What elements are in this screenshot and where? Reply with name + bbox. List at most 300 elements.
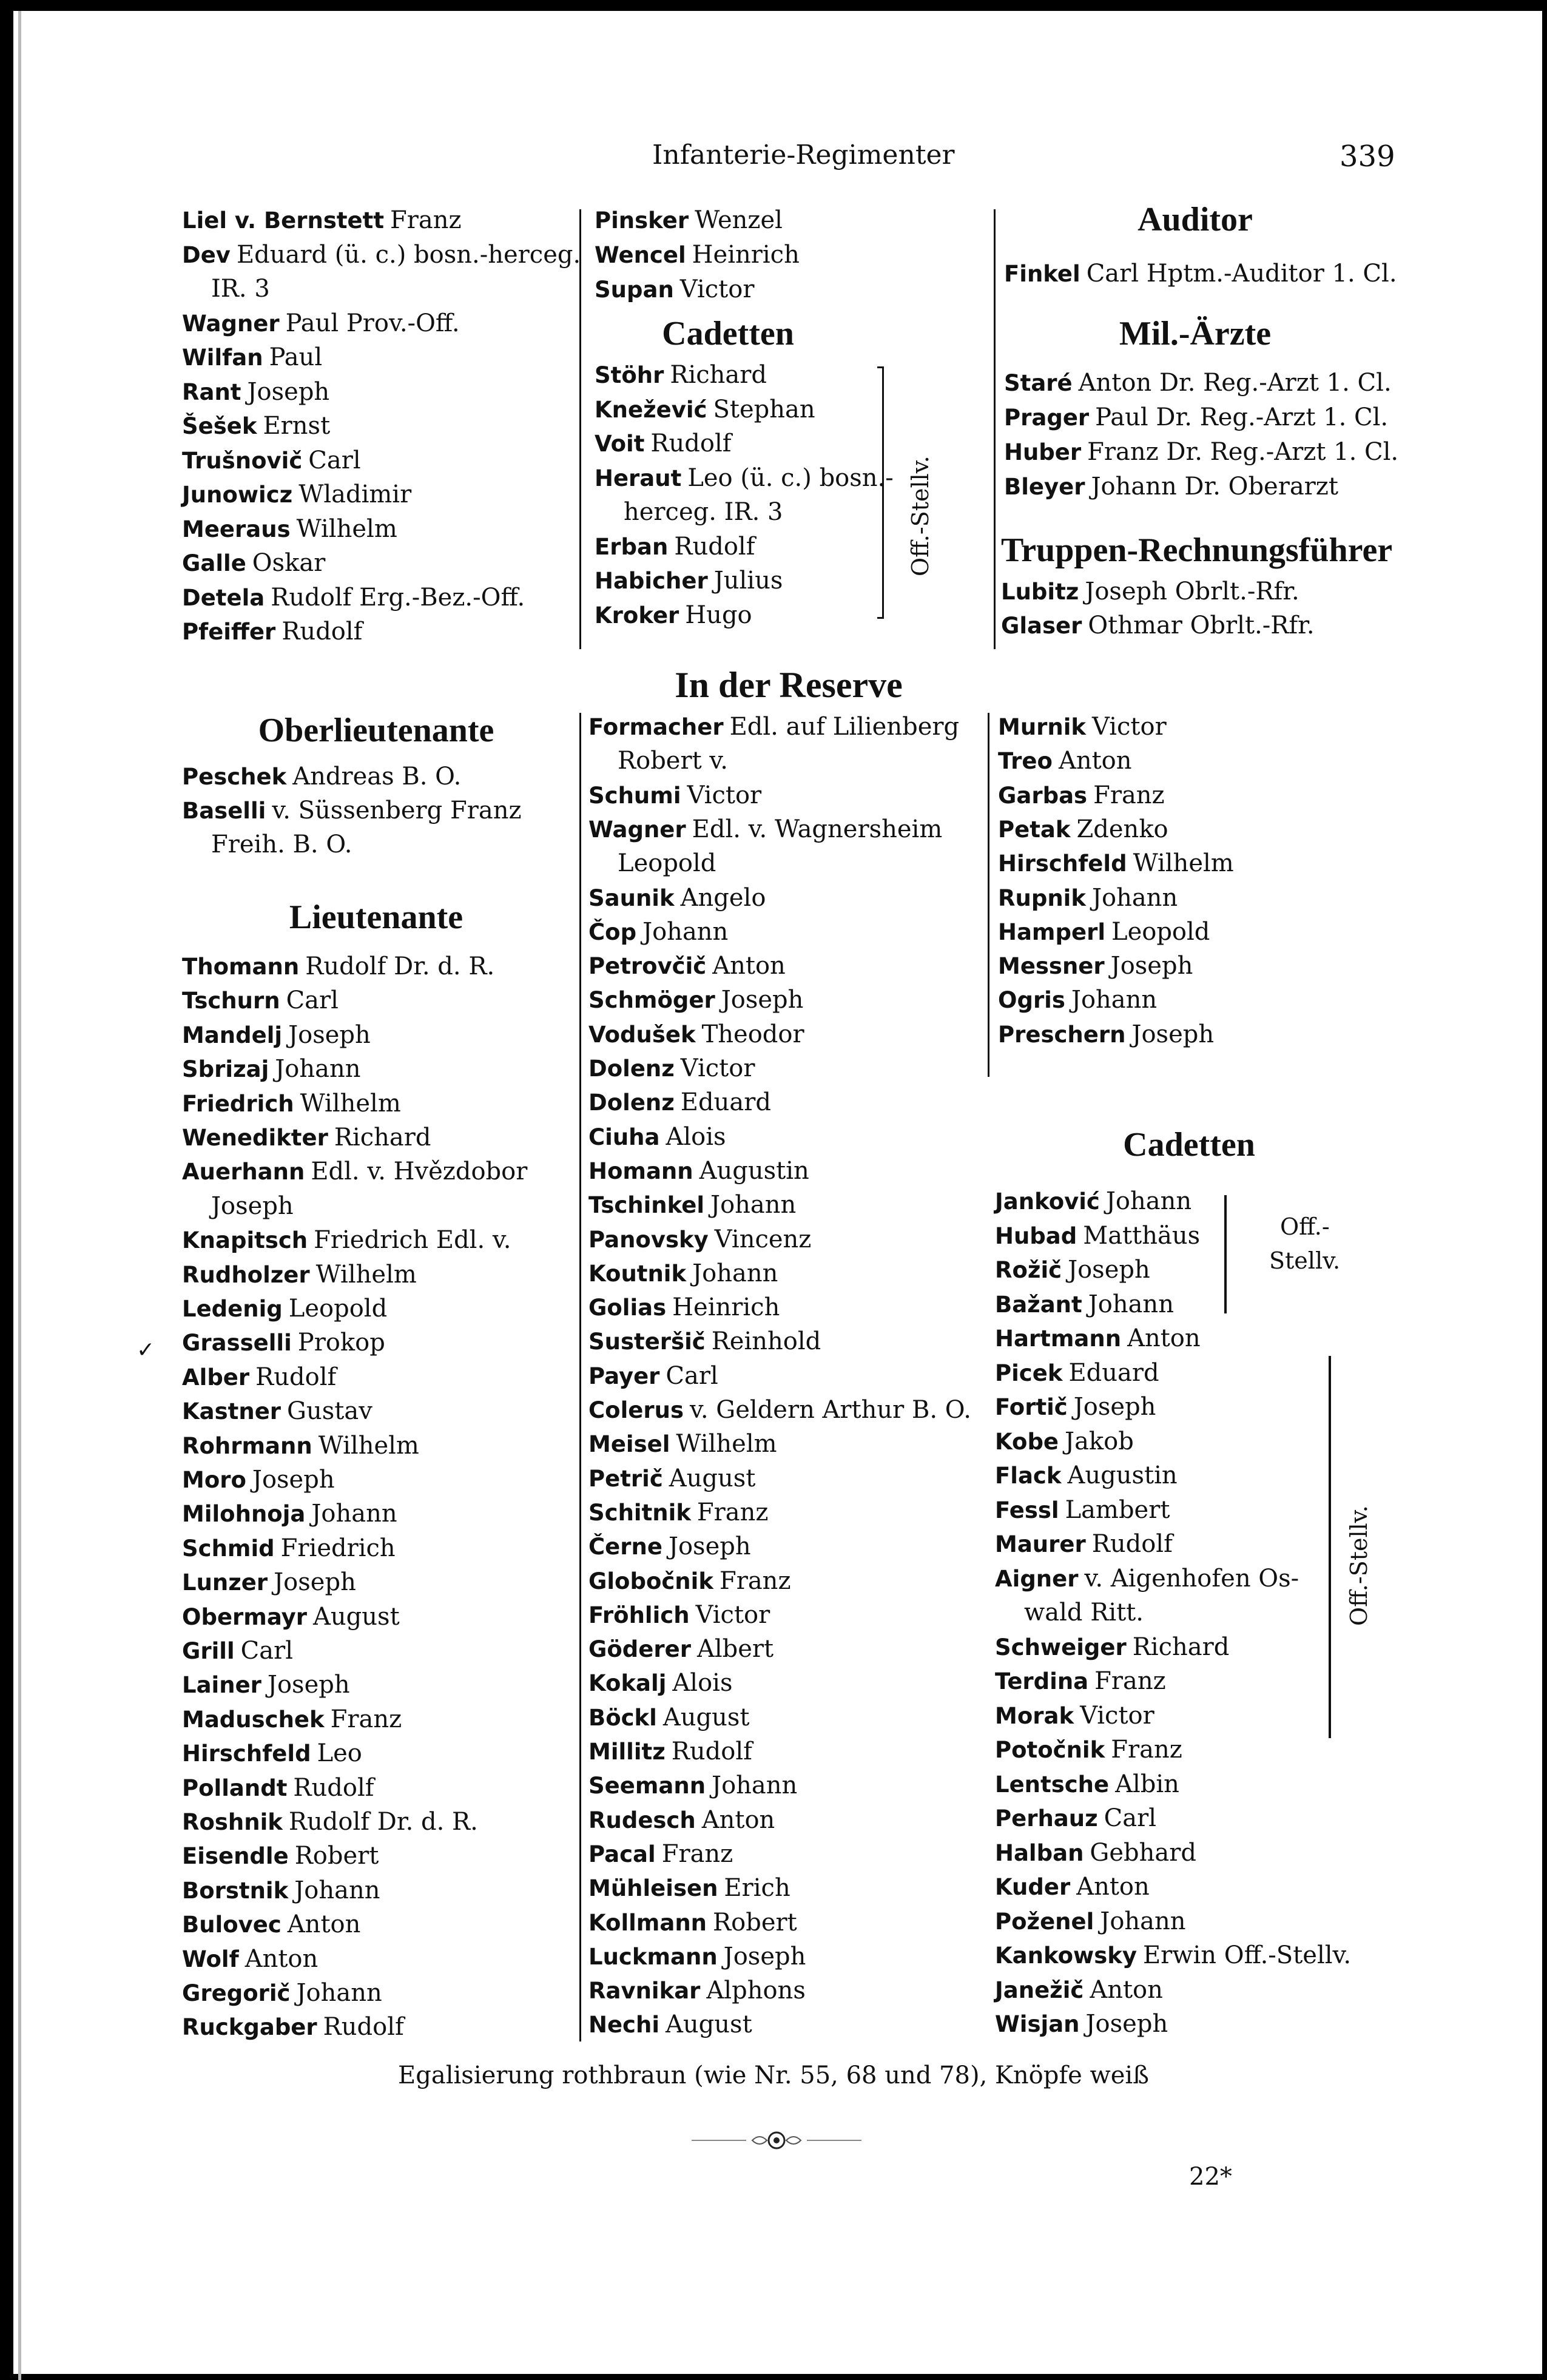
entry-given-name: Wilhelm — [296, 514, 397, 543]
entry-line — [588, 1632, 774, 1667]
entry-surname: Staré — [1004, 370, 1073, 396]
entry-line — [182, 203, 462, 238]
cadetten-bracket-3 — [1329, 1356, 1331, 1738]
entry-line — [182, 306, 460, 341]
entry-surname: Erban — [595, 533, 669, 560]
entry-line — [595, 238, 800, 272]
entry-surname: Böckl — [588, 1704, 657, 1731]
entry-line — [182, 1873, 380, 1908]
entry-surname: Luckmann — [588, 1943, 718, 1970]
entry-given-name: Matthäus — [1083, 1221, 1201, 1250]
entry-line — [995, 1836, 1196, 1870]
entry-surname: Dolenz — [588, 1090, 675, 1116]
entry-line — [182, 443, 361, 478]
entry-line — [588, 915, 728, 949]
entry-line — [182, 1429, 419, 1463]
entry-line — [588, 1085, 771, 1120]
cadetten-bracket-1 — [877, 366, 884, 619]
entry-surname: Hirschfeld — [998, 851, 1127, 877]
entry-surname: Moro — [182, 1467, 246, 1493]
entry-line — [588, 1598, 770, 1633]
entry-line — [588, 1051, 755, 1086]
entry-given-name: Carl Hptm.-Auditor 1. Cl. — [1086, 260, 1397, 288]
entry-line — [1001, 575, 1299, 609]
entry-surname: Trušnovič — [182, 447, 303, 474]
entry-given-name: Franz — [696, 1498, 769, 1526]
entry-surname: Koutnik — [588, 1260, 687, 1287]
entry-given-name: Victor — [1092, 713, 1167, 741]
entry-given-name: Carl — [286, 986, 339, 1015]
entry-surname: Baselli — [182, 798, 266, 824]
entry-given-name: Rudolf — [323, 2013, 404, 2041]
entry-given-name: Johann — [1105, 1187, 1192, 1215]
entry-given-name: Heinrich — [692, 241, 800, 269]
entry-given-name: Wilhelm — [318, 1431, 419, 1460]
entry-given-name: v. Aigenhofen Os- — [1084, 1564, 1299, 1593]
entry-surname: Rudesch — [588, 1807, 696, 1833]
entry-given-name: Freih. B. O. — [211, 831, 352, 858]
entry-surname: Messner — [998, 953, 1105, 980]
entry-surname: Stöhr — [595, 362, 664, 388]
entry-line — [995, 1253, 1150, 1287]
entry-surname: Rupnik — [998, 885, 1086, 911]
entry-line — [1004, 435, 1398, 470]
cadetten-rank-note-1: Off.-Stellv. — [907, 456, 934, 576]
entry-surname: Homann — [588, 1158, 693, 1184]
entry-line — [995, 1870, 1150, 1904]
entry-surname: Wencel — [595, 242, 686, 268]
entry-given-name: Leopold — [618, 849, 716, 878]
entry-given-name: Franz — [1111, 1736, 1182, 1764]
entry-given-name: Prokop — [297, 1329, 385, 1357]
entry-line — [182, 375, 329, 410]
entry-line — [588, 2007, 752, 2042]
entry-line — [182, 2010, 404, 2045]
entry-line — [995, 1973, 1163, 2007]
entry-surname: Voit — [595, 431, 645, 457]
entry-line — [995, 1596, 1144, 1630]
entry-given-name: Edl. v. Hvězdobor — [311, 1158, 528, 1186]
entry-surname: Hirschfeld — [182, 1741, 311, 1767]
entry-given-name: Rudolf Dr. d. R. — [288, 1808, 478, 1836]
entry-surname: Vodušek — [588, 1021, 696, 1048]
entry-given-name: Rudolf — [255, 1363, 337, 1391]
entry-given-name: Stephan — [713, 395, 815, 423]
entry-surname: Tschinkel — [588, 1192, 705, 1219]
entry-surname: Garbas — [998, 782, 1088, 809]
entry-given-name: Franz — [719, 1566, 791, 1595]
entry-given-name: Rudolf — [1091, 1530, 1173, 1558]
entry-surname: Globočnik — [588, 1568, 713, 1594]
entry-surname: Mandelj — [182, 1022, 283, 1048]
entry-surname: Nechi — [588, 2012, 660, 2038]
entry-given-name: Wilhelm — [300, 1089, 401, 1118]
entry-surname: Formacher — [588, 714, 724, 740]
entry-surname: Kokalj — [588, 1670, 667, 1697]
entry-given-name: Johann — [1100, 1907, 1186, 1935]
entry-line — [995, 1664, 1166, 1699]
entry-surname: Pfeiffer — [182, 619, 276, 645]
entry-line — [182, 1634, 293, 1668]
entry-line — [588, 1529, 751, 1564]
entry-given-name: Joseph — [1068, 1256, 1150, 1284]
entry-given-name: Joseph — [723, 1942, 806, 1970]
entry-surname: Janković — [995, 1188, 1100, 1215]
entry-given-name: Leo — [317, 1739, 362, 1768]
entry-given-name: Zdenko — [1076, 815, 1168, 843]
entry-given-name: Julius — [713, 567, 783, 595]
entry-surname: Glaser — [1001, 613, 1082, 639]
entry-surname: Rant — [182, 379, 241, 405]
entry-surname: Seemann — [588, 1773, 706, 1799]
entry-surname: Rožič — [995, 1257, 1062, 1283]
entry-line — [588, 1188, 796, 1222]
entry-given-name: Leopold — [288, 1295, 388, 1323]
entry-given-name: Rudolf — [650, 430, 732, 457]
entry-given-name: Gustav — [287, 1397, 372, 1426]
entry-given-name: Anton — [1058, 747, 1132, 775]
entry-surname: Flack — [995, 1463, 1062, 1489]
entry-surname: Roshnik — [182, 1809, 283, 1835]
entry-surname: Wenedikter — [182, 1125, 328, 1151]
entry-given-name: Carl — [240, 1637, 294, 1665]
entry-given-name: August — [666, 2011, 752, 2039]
entry-surname: Milohnoja — [182, 1501, 306, 1528]
entry-line — [595, 564, 783, 598]
entry-line — [182, 1976, 382, 2011]
entry-surname: Grill — [182, 1638, 235, 1664]
entry-line — [182, 1771, 374, 1805]
entry-line — [588, 1768, 797, 1803]
entry-given-name: Jakob — [1065, 1427, 1134, 1455]
entry-given-name: Eduard — [680, 1088, 771, 1117]
entry-surname: Bažant — [995, 1291, 1082, 1318]
entry-given-name: August — [669, 1464, 756, 1492]
entry-line — [595, 495, 783, 529]
entry-surname: Fortič — [995, 1394, 1068, 1420]
entry-given-name: Albert — [696, 1635, 774, 1664]
entry-surname: Liel v. Bernstett — [182, 207, 385, 234]
entry-given-name: Franz — [661, 1839, 733, 1868]
entry-surname: Schweiger — [995, 1634, 1127, 1660]
entry-given-name: Augustin — [699, 1156, 809, 1185]
entry-given-name: Richard — [334, 1124, 431, 1151]
entry-surname: Treo — [998, 748, 1053, 775]
entry-line — [182, 1600, 400, 1634]
entry-line — [998, 915, 1210, 949]
entry-line — [995, 1356, 1159, 1391]
entry-line — [588, 1017, 804, 1052]
entry-line — [588, 1666, 732, 1701]
printer-signature: 22* — [1189, 2163, 1232, 2191]
entry-given-name: Leopold — [1111, 917, 1210, 946]
entry-surname: Potočnik — [995, 1737, 1105, 1763]
running-title: Infanterie-Regimenter — [652, 140, 955, 170]
entry-line — [182, 760, 461, 794]
entry-line — [588, 1324, 821, 1359]
entry-line — [588, 1906, 797, 1940]
entry-surname: Perhauz — [995, 1805, 1098, 1832]
entry-surname: Borstnik — [182, 1877, 289, 1904]
entry-given-name: Rudolf — [671, 1738, 752, 1765]
entry-line — [595, 530, 755, 564]
entry-surname: Bulovec — [182, 1912, 281, 1938]
entry-line — [998, 881, 1178, 915]
entry-surname: Bleyer — [1004, 474, 1085, 500]
entry-line — [182, 1702, 402, 1737]
entry-given-name: Rudolf — [293, 1773, 374, 1802]
entry-given-name: Angelo — [680, 883, 766, 912]
entry-given-name: Franz — [390, 206, 462, 234]
entry-given-name: Johann — [1091, 883, 1178, 912]
entry-surname: Schmöger — [588, 987, 715, 1014]
entry-line — [182, 1189, 294, 1223]
entry-given-name: Rudolf Dr. d. R. — [305, 952, 495, 980]
entry-given-name: Edl. auf Lilienberg — [729, 713, 960, 741]
entry-surname: Mühleisen — [588, 1875, 718, 1902]
entry-given-name: v. Süssenberg Franz — [272, 797, 522, 824]
entry-surname: Dev — [182, 241, 231, 268]
entry-line — [588, 1940, 806, 1974]
entry-line — [182, 1121, 431, 1155]
entry-given-name: Anton — [1076, 1873, 1150, 1901]
entry-surname: Lainer — [182, 1672, 261, 1699]
entry-surname: Habicher — [595, 568, 708, 594]
entry-line — [1004, 400, 1388, 435]
entry-line — [182, 1565, 356, 1600]
entry-line — [182, 238, 581, 272]
column-divider-2-top — [994, 209, 996, 649]
margin-pencil-mark: ✓ — [136, 1338, 155, 1363]
entry-surname: Poženel — [995, 1908, 1094, 1935]
entry-given-name: Vincenz — [714, 1225, 812, 1253]
entry-given-name: Franz Dr. Reg.-Arzt 1. Cl. — [1087, 438, 1399, 466]
entry-surname: Pinsker — [595, 207, 689, 234]
mil-aerzte-heading: Mil.-Ärzte — [1119, 315, 1272, 352]
entry-line — [182, 1155, 527, 1189]
entry-surname: Čop — [588, 919, 637, 945]
entry-line — [182, 272, 270, 306]
entry-line — [588, 1120, 726, 1155]
entry-line — [588, 1837, 733, 1872]
entry-given-name: Richard — [1132, 1633, 1230, 1661]
entry-given-name: Rudolf Erg.-Bez.-Off. — [271, 583, 525, 612]
entry-given-name: Johann — [311, 1500, 397, 1528]
entry-line — [588, 1222, 811, 1257]
entry-given-name: Johann — [710, 1191, 797, 1219]
entry-given-name: Joseph — [668, 1532, 751, 1561]
cadetten-heading-1: Cadetten — [662, 315, 794, 352]
entry-line — [995, 1801, 1156, 1836]
entry-line — [182, 1907, 360, 1942]
entry-given-name: Victor — [679, 275, 755, 303]
entry-given-name: Johann — [296, 1979, 382, 2007]
entry-line — [588, 1393, 971, 1428]
entry-line — [182, 1463, 335, 1497]
entry-surname: Saunik — [588, 885, 675, 911]
entry-surname: Millitz — [588, 1739, 666, 1765]
entry-given-name: Erich — [724, 1874, 790, 1903]
entry-given-name: Rudolf — [281, 618, 363, 646]
entry-line — [182, 512, 397, 547]
entry-line — [182, 581, 525, 615]
entry-surname: Černe — [588, 1534, 662, 1560]
entry-line — [182, 340, 322, 375]
entry-given-name: Edl. v. Wagnersheim — [692, 815, 943, 843]
entry-surname: Junowicz — [182, 482, 293, 508]
entry-surname: Supan — [595, 277, 674, 303]
entry-line — [995, 1424, 1134, 1459]
entry-given-name: Victor — [1080, 1701, 1154, 1730]
entry-surname: Preschern — [998, 1021, 1126, 1048]
entry-line — [588, 983, 803, 1017]
entry-surname: Grasselli — [182, 1330, 292, 1357]
entry-surname: Susteršič — [588, 1329, 706, 1355]
entry-surname: Picek — [995, 1360, 1063, 1386]
entry-line — [998, 846, 1234, 881]
entry-surname: Ravnikar — [588, 1978, 701, 2004]
cadetten-heading-2: Cadetten — [1123, 1126, 1255, 1164]
entry-surname: Panovsky — [588, 1226, 709, 1253]
entry-given-name: Robert — [713, 1908, 797, 1937]
entry-surname: Prager — [1004, 405, 1090, 431]
entry-surname: Hubad — [995, 1222, 1077, 1249]
entry-surname: Petak — [998, 816, 1071, 843]
entry-line — [182, 1805, 478, 1839]
entry-surname: Auerhann — [182, 1159, 305, 1185]
entry-line — [588, 1701, 749, 1735]
cadetten-rank-note-2b: Stellv. — [1269, 1247, 1341, 1274]
entry-surname: Petrič — [588, 1465, 663, 1492]
entry-line — [182, 828, 352, 861]
entry-line — [1004, 257, 1397, 291]
entry-given-name: Augustin — [1067, 1461, 1178, 1489]
entry-line — [182, 477, 411, 512]
entry-line — [998, 1017, 1214, 1052]
entry-given-name: Anton — [244, 1944, 318, 1973]
entry-line — [588, 1734, 752, 1769]
entry-given-name: Wilhelm — [315, 1260, 417, 1289]
entry-given-name: Eduard (ü. c.) bosn.-herceg. — [236, 240, 581, 269]
entry-given-name: Victor — [687, 781, 762, 809]
entry-given-name: Richard — [670, 361, 767, 389]
entry-surname: Alber — [182, 1364, 250, 1391]
entry-surname: Kuder — [995, 1874, 1071, 1900]
entry-given-name: herceg. IR. 3 — [624, 498, 783, 526]
entry-given-name: Anton — [1090, 1975, 1163, 2004]
entry-surname: Finkel — [1004, 261, 1080, 287]
entry-line — [998, 812, 1168, 847]
entry-surname: Colerus — [588, 1397, 684, 1423]
entry-line — [998, 983, 1157, 1017]
entry-line — [182, 1839, 379, 1873]
entry-given-name: Johann — [692, 1259, 778, 1287]
scan-border-right — [1542, 0, 1547, 2380]
entry-surname: Morak — [995, 1702, 1074, 1729]
entry-given-name: Alois — [666, 1122, 726, 1151]
entry-surname: Wagner — [588, 816, 686, 843]
column-divider-1-bottom — [579, 713, 581, 2041]
entry-surname: Wagner — [182, 310, 280, 337]
entry-surname: Wisjan — [995, 2011, 1080, 2037]
entry-line — [182, 1668, 350, 1702]
entry-line — [182, 1052, 361, 1087]
entry-given-name: Johann — [642, 917, 729, 946]
entry-given-name: Friedrich — [280, 1534, 396, 1562]
entry-line — [182, 1942, 318, 1977]
entry-surname: Meisel — [588, 1431, 670, 1458]
entry-line — [995, 1321, 1201, 1356]
entry-given-name: Heinrich — [672, 1293, 780, 1322]
entry-given-name: August — [313, 1602, 400, 1631]
entry-given-name: Anton — [287, 1910, 361, 1939]
entry-surname: Hamperl — [998, 919, 1105, 945]
entry-given-name: Paul Prov.-Off. — [285, 309, 460, 337]
entry-line — [182, 615, 362, 649]
entry-given-name: Othmar Obrlt.-Rfr. — [1088, 612, 1315, 639]
entry-line — [182, 1394, 372, 1429]
entry-line — [182, 949, 494, 984]
entry-surname: Schmid — [182, 1535, 275, 1562]
entry-line — [998, 710, 1167, 744]
entry-surname: Ogris — [998, 987, 1065, 1014]
entry-line — [995, 1219, 1200, 1253]
entry-surname: Rohrmann — [182, 1432, 312, 1459]
entry-given-name: Joseph — [267, 1671, 350, 1699]
entry-surname: Kollmann — [588, 1909, 707, 1936]
entry-surname: Maurer — [995, 1531, 1086, 1557]
entry-line — [588, 1461, 755, 1496]
auditor-heading: Auditor — [1138, 201, 1253, 238]
entry-line — [182, 983, 339, 1018]
entry-given-name: Rudolf — [674, 532, 755, 561]
entry-given-name: Victor — [680, 1054, 755, 1082]
entry-given-name: Joseph — [211, 1192, 294, 1220]
entry-given-name: Johann — [712, 1772, 798, 1800]
entry-given-name: Joseph — [1131, 1020, 1215, 1048]
entry-given-name: Hugo — [685, 601, 752, 629]
entry-given-name: Joseph — [247, 377, 330, 406]
entry-line — [995, 1767, 1179, 1802]
entry-given-name: Gebhard — [1090, 1838, 1196, 1867]
entry-surname: Wilfan — [182, 345, 263, 371]
entry-surname: Payer — [588, 1363, 660, 1389]
entry-line — [588, 1256, 778, 1291]
entry-surname: Rudholzer — [182, 1261, 310, 1288]
entry-surname: Janežič — [995, 1977, 1084, 2003]
entry-surname: Fröhlich — [588, 1602, 690, 1628]
entry-given-name: Anton Dr. Reg.-Arzt 1. Cl. — [1078, 369, 1392, 397]
entry-line — [182, 1223, 511, 1258]
entry-surname: Schumi — [588, 782, 681, 809]
scan-border-top — [0, 0, 1547, 11]
entry-given-name: Franz — [1093, 781, 1165, 809]
entry-line — [588, 1154, 809, 1188]
entry-given-name: Leo (ü. c.) bosn.- — [687, 464, 894, 492]
entry-line — [588, 778, 761, 813]
entry-given-name: Johann — [1088, 1290, 1174, 1318]
entry-given-name: Wenzel — [695, 206, 783, 234]
entry-line — [995, 1390, 1156, 1424]
entry-surname: Golias — [588, 1295, 667, 1321]
column-divider-2-bottom — [988, 713, 989, 1077]
entry-surname: Wolf — [182, 1946, 239, 1972]
entry-given-name: Anton — [1127, 1324, 1201, 1352]
entry-given-name: Wilhelm — [1133, 849, 1234, 878]
entry-given-name: Carl — [1104, 1804, 1157, 1832]
entry-line — [182, 409, 330, 443]
entry-given-name: Joseph — [721, 986, 804, 1014]
